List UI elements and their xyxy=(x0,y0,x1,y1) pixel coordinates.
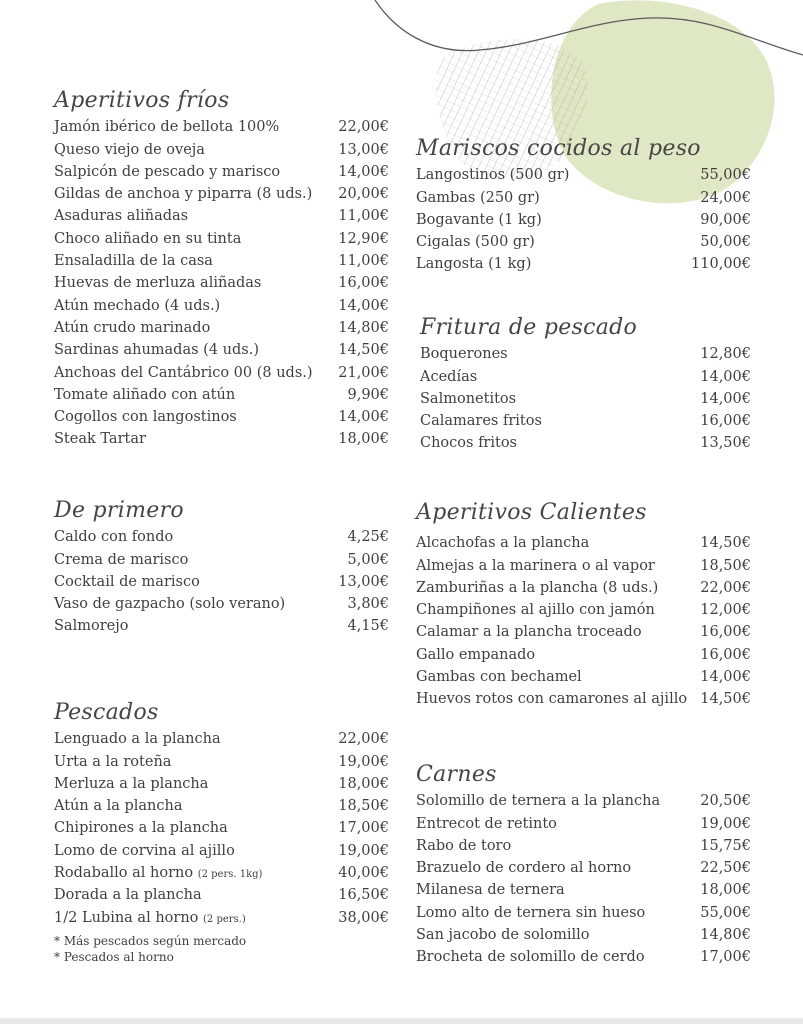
menu-item-name xyxy=(54,910,246,926)
menu-item-name-text: Caldo con fondo xyxy=(54,529,174,546)
menu-item-name-text: Rabo de toro xyxy=(416,837,512,854)
menu-item-price: 90,00€ xyxy=(700,211,751,228)
menu-item-name-text: Zamburiñas a la plancha (8 uds.) xyxy=(416,579,659,596)
menu-item-note: (2 pers. 1kg) xyxy=(197,869,263,881)
menu-item-name xyxy=(420,391,516,407)
menu-item xyxy=(416,669,751,691)
menu-item-name-text: Rodaballo al horno xyxy=(54,865,194,882)
menu-item-price: 4,25€ xyxy=(347,529,389,546)
menu-item-name-text: Solomillo de ternera a la plancha xyxy=(416,793,661,810)
menu-item xyxy=(416,602,751,624)
section-title: Pescados xyxy=(54,700,159,725)
menu-item-name xyxy=(416,949,645,965)
menu-item-price: 4,15€ xyxy=(347,618,389,635)
menu-item-name xyxy=(54,387,235,403)
menu-item-name xyxy=(54,298,220,314)
item-list xyxy=(416,793,751,971)
menu-item xyxy=(416,793,751,815)
menu-item-name xyxy=(416,793,660,809)
menu-item-name-text: Lomo de corvina al ajillo xyxy=(54,842,235,859)
menu-item-name-text: Acedías xyxy=(420,368,478,385)
menu-item-name xyxy=(54,529,173,545)
menu-item-price: 16,50€ xyxy=(338,887,389,904)
menu-item-name xyxy=(54,820,228,836)
menu-item-name xyxy=(54,275,261,291)
menu-item-name xyxy=(54,431,146,447)
menu-item-price: 14,00€ xyxy=(700,669,751,686)
menu-item xyxy=(54,275,389,297)
menu-item xyxy=(54,754,389,776)
menu-item-name xyxy=(416,691,687,707)
menu-item-name-text: Cogollos con langostinos xyxy=(54,409,237,426)
menu-item-price: 9,90€ xyxy=(347,386,389,403)
menu-item-name xyxy=(416,580,658,596)
menu-item-name-text: Brazuelo de cordero al horno xyxy=(416,860,632,877)
menu-item-name-text: Atún mechado (4 uds.) xyxy=(54,297,221,314)
menu-item-name-text: 1/2 Lubina al horno xyxy=(54,909,199,926)
menu-item-price: 18,50€ xyxy=(700,557,751,574)
menu-item-name xyxy=(54,887,202,903)
menu-item-price: 14,50€ xyxy=(338,342,389,359)
menu-item-name-text: Sardinas ahumadas (4 uds.) xyxy=(54,342,259,359)
menu-item-name-text: Gambas con bechamel xyxy=(416,669,582,686)
menu-item-price: 110,00€ xyxy=(691,256,751,273)
menu-item-price: 19,00€ xyxy=(338,753,389,770)
menu-item xyxy=(54,298,389,320)
menu-item-name xyxy=(420,346,508,362)
menu-item-name xyxy=(54,119,279,135)
menu-item-name-text: Vaso de gazpacho (solo verano) xyxy=(54,596,286,613)
menu-item-name xyxy=(416,167,569,183)
menu-item xyxy=(416,558,751,580)
menu-item-name xyxy=(54,754,171,770)
menu-item-name xyxy=(54,208,188,224)
menu-item-price: 3,80€ xyxy=(347,596,389,613)
menu-item xyxy=(416,580,751,602)
menu-item-name xyxy=(416,558,655,574)
menu-item-name xyxy=(416,535,589,551)
menu-item-price: 12,80€ xyxy=(700,346,751,363)
menu-item-price: 16,00€ xyxy=(700,413,751,430)
menu-item-name xyxy=(416,882,565,898)
menu-item-name xyxy=(416,669,582,685)
menu-item-price: 14,00€ xyxy=(338,409,389,426)
menu-item-price: 22,50€ xyxy=(700,860,751,877)
menu-item-name-text: Calamar a la plancha troceado xyxy=(416,624,642,641)
menu-item-name xyxy=(54,409,237,425)
menu-item xyxy=(416,927,751,949)
menu-item xyxy=(54,186,389,208)
menu-item xyxy=(54,910,389,932)
menu-item xyxy=(416,838,751,860)
menu-item-price: 13,00€ xyxy=(338,141,389,158)
menu-item xyxy=(54,865,389,887)
menu-item-name xyxy=(416,838,511,854)
menu-item-name-text: Asaduras aliñadas xyxy=(54,208,189,225)
menu-item-name xyxy=(54,798,182,814)
menu-item xyxy=(54,618,389,640)
menu-item-price: 14,00€ xyxy=(338,297,389,314)
menu-item-name-text: Almejas a la marinera o al vapor xyxy=(416,557,655,574)
menu-item-name-text: Alcachofas a la plancha xyxy=(416,535,590,552)
menu-item-name-text: Salmonetitos xyxy=(420,390,517,407)
item-list xyxy=(54,731,389,932)
menu-item-price: 12,90€ xyxy=(338,230,389,247)
menu-item-name xyxy=(54,365,313,381)
menu-item-name-text: Brocheta de solomillo de cerdo xyxy=(416,949,645,966)
menu-item-price: 38,00€ xyxy=(338,909,389,926)
menu-item-price: 20,50€ xyxy=(700,793,751,810)
menu-item-price: 16,00€ xyxy=(700,624,751,641)
note-horno: * Pescados al horno xyxy=(54,949,174,964)
menu-item-name xyxy=(54,865,262,881)
section-de-primero xyxy=(54,498,389,641)
menu-item-name-text: Entrecot de retinto xyxy=(416,815,557,832)
menu-item-name-text: Crema de marisco xyxy=(54,551,189,568)
menu-item xyxy=(416,816,751,838)
menu-item xyxy=(54,342,389,364)
menu-item xyxy=(54,365,389,387)
menu-item-price: 20,00€ xyxy=(338,186,389,203)
menu-item xyxy=(416,212,751,234)
menu-item-name-text: Gildas de anchoa y piparra (8 uds.) xyxy=(54,186,313,203)
menu-item xyxy=(420,369,751,391)
menu-item-name-text: Lenguado a la plancha xyxy=(54,731,221,748)
menu-item-name-text: Merluza a la plancha xyxy=(54,775,209,792)
menu-item-price: 11,00€ xyxy=(338,253,389,270)
menu-item-name xyxy=(54,776,208,792)
menu-item-name xyxy=(54,843,235,859)
menu-item xyxy=(416,624,751,646)
menu-item-name-text: Queso viejo de oveja xyxy=(54,141,205,158)
menu-item-name xyxy=(420,435,517,451)
menu-item-name xyxy=(416,212,542,228)
menu-item-name xyxy=(54,253,213,269)
menu-item-price: 11,00€ xyxy=(338,208,389,225)
menu-item-name-text: Ensaladilla de la casa xyxy=(54,253,213,270)
menu-item-name-text: Urta a la roteña xyxy=(54,753,172,770)
menu-item-name xyxy=(54,164,280,180)
item-list xyxy=(54,119,389,453)
section-mariscos xyxy=(416,136,751,279)
menu-item-price: 18,00€ xyxy=(338,431,389,448)
menu-item-price: 19,00€ xyxy=(338,842,389,859)
menu-item-price: 19,00€ xyxy=(700,815,751,832)
menu-item-price: 14,00€ xyxy=(700,368,751,385)
menu-item xyxy=(54,798,389,820)
menu-item-price: 13,50€ xyxy=(700,435,751,452)
section-title: De primero xyxy=(54,498,184,523)
menu-item-name xyxy=(416,860,631,876)
section-carnes xyxy=(416,762,751,972)
menu-item-name xyxy=(54,231,241,247)
menu-item-price: 55,00€ xyxy=(700,167,751,184)
menu-item xyxy=(54,820,389,842)
menu-item xyxy=(54,119,389,141)
menu-item xyxy=(416,647,751,669)
menu-item-name xyxy=(416,256,531,272)
menu-item xyxy=(416,691,751,713)
menu-item-name-text: Chocos fritos xyxy=(420,435,517,452)
menu-item xyxy=(416,167,751,189)
menu-item-name-text: Atún crudo marinado xyxy=(54,319,211,336)
menu-item-name xyxy=(416,624,642,640)
menu-item xyxy=(54,887,389,909)
menu-item-name-text: Anchoas del Cantábrico 00 (8 uds.) xyxy=(54,364,313,381)
section-aperitivos-frios xyxy=(54,88,389,454)
menu-item-name xyxy=(416,816,557,832)
menu-item-name-text: Jamón ibérico de bellota 100% xyxy=(54,119,280,136)
menu-item xyxy=(54,731,389,753)
item-list xyxy=(416,535,751,713)
menu-item-price: 12,00€ xyxy=(700,602,751,619)
menu-item-price: 5,00€ xyxy=(347,551,389,568)
menu-item-name-text: Langosta (1 kg) xyxy=(416,256,532,273)
item-list xyxy=(54,529,389,640)
menu-item-price: 13,00€ xyxy=(338,573,389,590)
menu-item-name xyxy=(54,186,312,202)
menu-item-name-text: Tomate aliñado con atún xyxy=(54,386,236,403)
menu-item xyxy=(420,435,751,457)
menu-item-price: 16,00€ xyxy=(700,646,751,663)
menu-item-name xyxy=(54,618,128,634)
menu-item-price: 17,00€ xyxy=(700,949,751,966)
menu-item-name xyxy=(54,596,285,612)
menu-item-price: 14,50€ xyxy=(700,691,751,708)
section-title: Aperitivos fríos xyxy=(54,88,230,113)
menu-item-price: 40,00€ xyxy=(338,865,389,882)
menu-item-price: 21,00€ xyxy=(338,364,389,381)
menu-item-name-text: Lomo alto de ternera sin hueso xyxy=(416,904,646,921)
menu-item-name xyxy=(416,234,535,250)
menu-item-price: 14,50€ xyxy=(700,535,751,552)
menu-item xyxy=(54,231,389,253)
menu-item-name xyxy=(54,320,210,336)
section-fritura xyxy=(420,315,751,458)
menu-item xyxy=(54,164,389,186)
menu-item-name xyxy=(416,602,655,618)
menu-item-price: 15,75€ xyxy=(700,837,751,854)
menu-item-name xyxy=(420,369,477,385)
menu-item-price: 14,80€ xyxy=(338,319,389,336)
menu-item-name xyxy=(416,905,645,921)
menu-item-name-text: Dorada a la plancha xyxy=(54,887,202,904)
menu-item-name-text: Gallo empanado xyxy=(416,646,536,663)
menu-item-name xyxy=(54,142,205,158)
menu-item xyxy=(54,142,389,164)
menu-item-price: 14,00€ xyxy=(700,390,751,407)
menu-item-price: 22,00€ xyxy=(338,731,389,748)
menu-item xyxy=(416,949,751,971)
menu-item xyxy=(54,320,389,342)
menu-item xyxy=(416,860,751,882)
menu-item-name xyxy=(416,190,540,206)
menu-item-name-text: Salpicón de pescado y marisco xyxy=(54,163,281,180)
menu-item xyxy=(416,256,751,278)
item-list xyxy=(420,346,751,457)
menu-item xyxy=(54,431,389,453)
section-title: Aperitivos Calientes xyxy=(416,500,647,525)
menu-item xyxy=(420,346,751,368)
menu-item-name-text: Champiñones al ajillo con jamón xyxy=(416,602,655,619)
section-title: Carnes xyxy=(416,762,497,787)
menu-item xyxy=(54,596,389,618)
menu-item-price: 17,00€ xyxy=(338,820,389,837)
menu-item xyxy=(416,190,751,212)
menu-item-name-text: Cocktail de marisco xyxy=(54,573,200,590)
menu-item-name-text: Atún a la plancha xyxy=(54,798,183,815)
menu-item-price: 22,00€ xyxy=(338,119,389,136)
menu-item xyxy=(416,882,751,904)
menu-item xyxy=(416,905,751,927)
menu-item xyxy=(54,843,389,865)
section-pescados xyxy=(54,700,389,965)
menu-item-name xyxy=(54,342,259,358)
menu-item xyxy=(54,552,389,574)
menu-item xyxy=(54,208,389,230)
menu-item-price: 16,00€ xyxy=(338,275,389,292)
menu-item xyxy=(416,535,751,557)
section-title: Mariscos cocidos al peso xyxy=(416,136,701,161)
menu-item-name-text: Bogavante (1 kg) xyxy=(416,211,542,228)
menu-item-name-text: Milanesa de ternera xyxy=(416,882,565,899)
menu-item-price: 14,00€ xyxy=(338,163,389,180)
menu-item-price: 14,80€ xyxy=(700,927,751,944)
menu-item-name-text: Salmorejo xyxy=(54,618,129,635)
menu-item-price: 18,50€ xyxy=(338,798,389,815)
menu-item-name-text: Choco aliñado en su tinta xyxy=(54,230,242,247)
menu-item-note: (2 pers.) xyxy=(203,913,246,925)
menu-item-name-text: Huevas de merluza aliñadas xyxy=(54,275,262,292)
menu-item-name xyxy=(54,731,221,747)
menu-item-name xyxy=(420,413,542,429)
menu-item xyxy=(54,574,389,596)
menu-item xyxy=(54,253,389,275)
menu-item xyxy=(416,234,751,256)
menu-item-name xyxy=(54,574,200,590)
menu-item-name-text: Calamares fritos xyxy=(420,413,542,430)
section-aperitivos-calientes xyxy=(416,500,751,714)
menu-item-name-text: Steak Tartar xyxy=(54,431,146,448)
menu-item-name-text: Chipirones a la plancha xyxy=(54,820,228,837)
menu-item-name xyxy=(416,647,535,663)
menu-item xyxy=(420,391,751,413)
menu-item-name-text: San jacobo de solomillo xyxy=(416,927,590,944)
item-list xyxy=(416,167,751,278)
menu-item xyxy=(420,413,751,435)
menu-item-price: 18,00€ xyxy=(338,775,389,792)
menu-item-price: 24,00€ xyxy=(700,189,751,206)
note-mercado: * Más pescados según mercado xyxy=(54,933,247,948)
bottom-divider xyxy=(0,1018,803,1024)
menu-item-name-text: Cigalas (500 gr) xyxy=(416,234,535,251)
menu-item xyxy=(54,529,389,551)
menu-item-price: 50,00€ xyxy=(700,234,751,251)
menu-item-price: 55,00€ xyxy=(700,904,751,921)
menu-item-name-text: Huevos rotos con camarones al ajillo xyxy=(416,691,688,708)
menu-item-price: 18,00€ xyxy=(700,882,751,899)
menu-item xyxy=(54,776,389,798)
menu-item-name-text: Boquerones xyxy=(420,346,508,363)
menu-item-price: 22,00€ xyxy=(700,579,751,596)
section-title: Fritura de pescado xyxy=(420,315,638,340)
menu-item-name xyxy=(416,927,590,943)
menu-item-name-text: Gambas (250 gr) xyxy=(416,189,540,206)
menu-item-name-text: Langostinos (500 gr) xyxy=(416,167,570,184)
menu-item xyxy=(54,409,389,431)
menu-item-name xyxy=(54,552,188,568)
menu-item xyxy=(54,387,389,409)
